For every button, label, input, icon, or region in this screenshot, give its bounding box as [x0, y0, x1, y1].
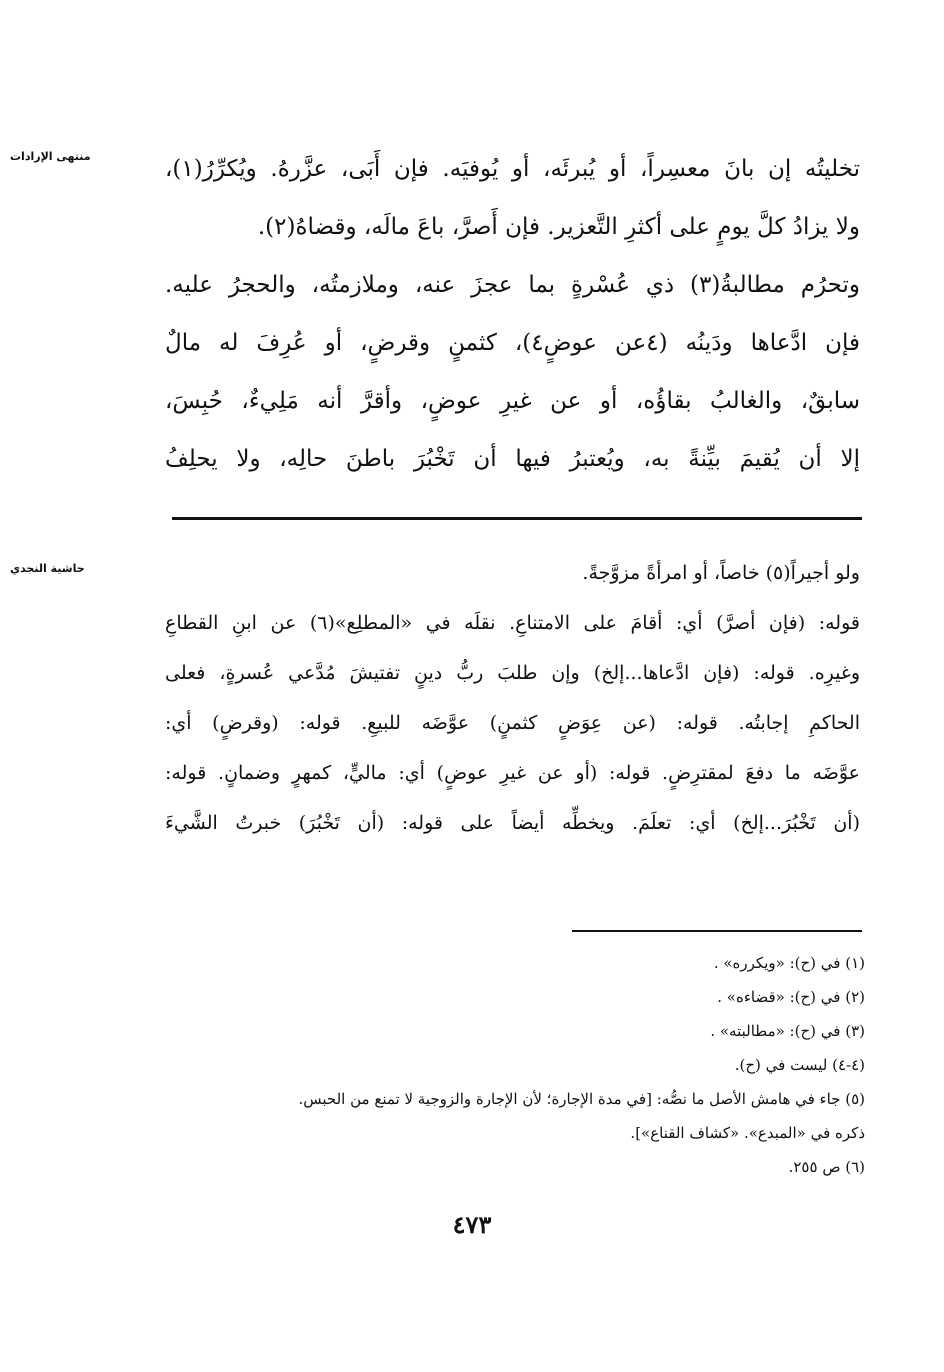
footnote: (٥) جاء في هامش الأصل ما نصُّه: [في مدة الإجارة؛ لأن الإجارة والزوجية لا تمنع من الحبس.	[298, 1090, 865, 1108]
footnote-divider	[572, 930, 862, 932]
section-divider	[172, 517, 862, 520]
main-text-line: تخليتُه إن بانَ معسِراً، أو يُبرئَه، أو يُوفيَه. فإن أَبَى، عزَّرهُ. ويُكرِّرُ(١)،	[165, 156, 860, 182]
commentary-line: وغيرِه. قوله: (فإن ادَّعاها...إلخ) وإن طلبَ ربُّ دينٍ تفتيشَ مُدَّعي عُسرةٍ، فعلى	[165, 662, 860, 684]
commentary-line: عوَّضَه ما دفعَ لمقترِضٍ. قوله: (أو عن غيرِ عوضٍ) أي: ماليٍّ، كمهرٍ وضمانٍ. قوله:	[165, 762, 860, 784]
main-text-line: ولا يزادُ كلَّ يومٍ على أكثرِ التَّعزير. فإن أَصرَّ، باعَ مالَه، وقضاهُ(٢).	[257, 214, 860, 240]
footnote: ذكره في «المبدع». «كشاف القناع»].	[630, 1124, 865, 1142]
main-text-block	[165, 140, 860, 488]
main-text-line: فإن ادَّعاها ودَينُه (٤عن عوضٍ٤)، كثمنٍ وقرضٍ، أو عُرِفَ له مالٌ	[165, 330, 860, 356]
side-label-main: منتهى الإرادات	[10, 150, 91, 163]
commentary-line: الحاكمِ إجابتُه. قوله: (عن عِوَضٍ كثمنٍ) عوَّضَه للبيعِ. قوله: (وقرضٍ) أي:	[165, 712, 860, 734]
main-text-line: سابقٌ، والغالبُ بقاؤُه، أو عن غيرِ عوضٍ، وأقرَّ أنه مَلِيءٌ، حُبِسَ،	[165, 388, 860, 414]
side-label-commentary: حاشية النجدي	[10, 562, 85, 575]
footnote: (٤-٤) ليست في (ح).	[734, 1056, 865, 1074]
commentary-line: قوله: (فإن أصرَّ) أي: أقامَ على الامتناعِ. نقلَه في «المطلِع»(٦) عن ابنِ القطاعِ	[165, 612, 860, 634]
page-number: ٤٧٣	[452, 1210, 492, 1239]
commentary-block	[165, 548, 860, 848]
main-text-line: وتحرُم مطالبةُ(٣) ذي عُسْرةٍ بما عجزَ عنه، وملازمتُه، والحجرُ عليه.	[165, 272, 860, 298]
footnotes-block	[160, 946, 865, 1184]
main-text-line: إلا أن يُقيمَ بيِّنةً به، ويُعتبرُ فيها أن تَخْبُرَ باطنَ حالِه، ولا يحلِفُ	[165, 446, 860, 472]
commentary-line: ولو أجيراً(٥) خاصاً، أو امرأةً مزوَّجةً.	[582, 562, 860, 584]
commentary-line: (أن تَخْبُرَ...إلخ) أي: تعلَمَ. ويخطِّه أيضاً على قوله: (أن تَخْبُرَ) خبرتُ الشَّيءَ	[165, 812, 860, 834]
footnote: (١) في (ح): «ويكرره» .	[713, 954, 865, 972]
footnote: (٣) في (ح): «مطالبته» .	[710, 1022, 865, 1040]
footnote: (٢) في (ح): «قضاءه» .	[717, 988, 865, 1006]
footnote: (٦) ص ٢٥٥.	[788, 1158, 865, 1176]
